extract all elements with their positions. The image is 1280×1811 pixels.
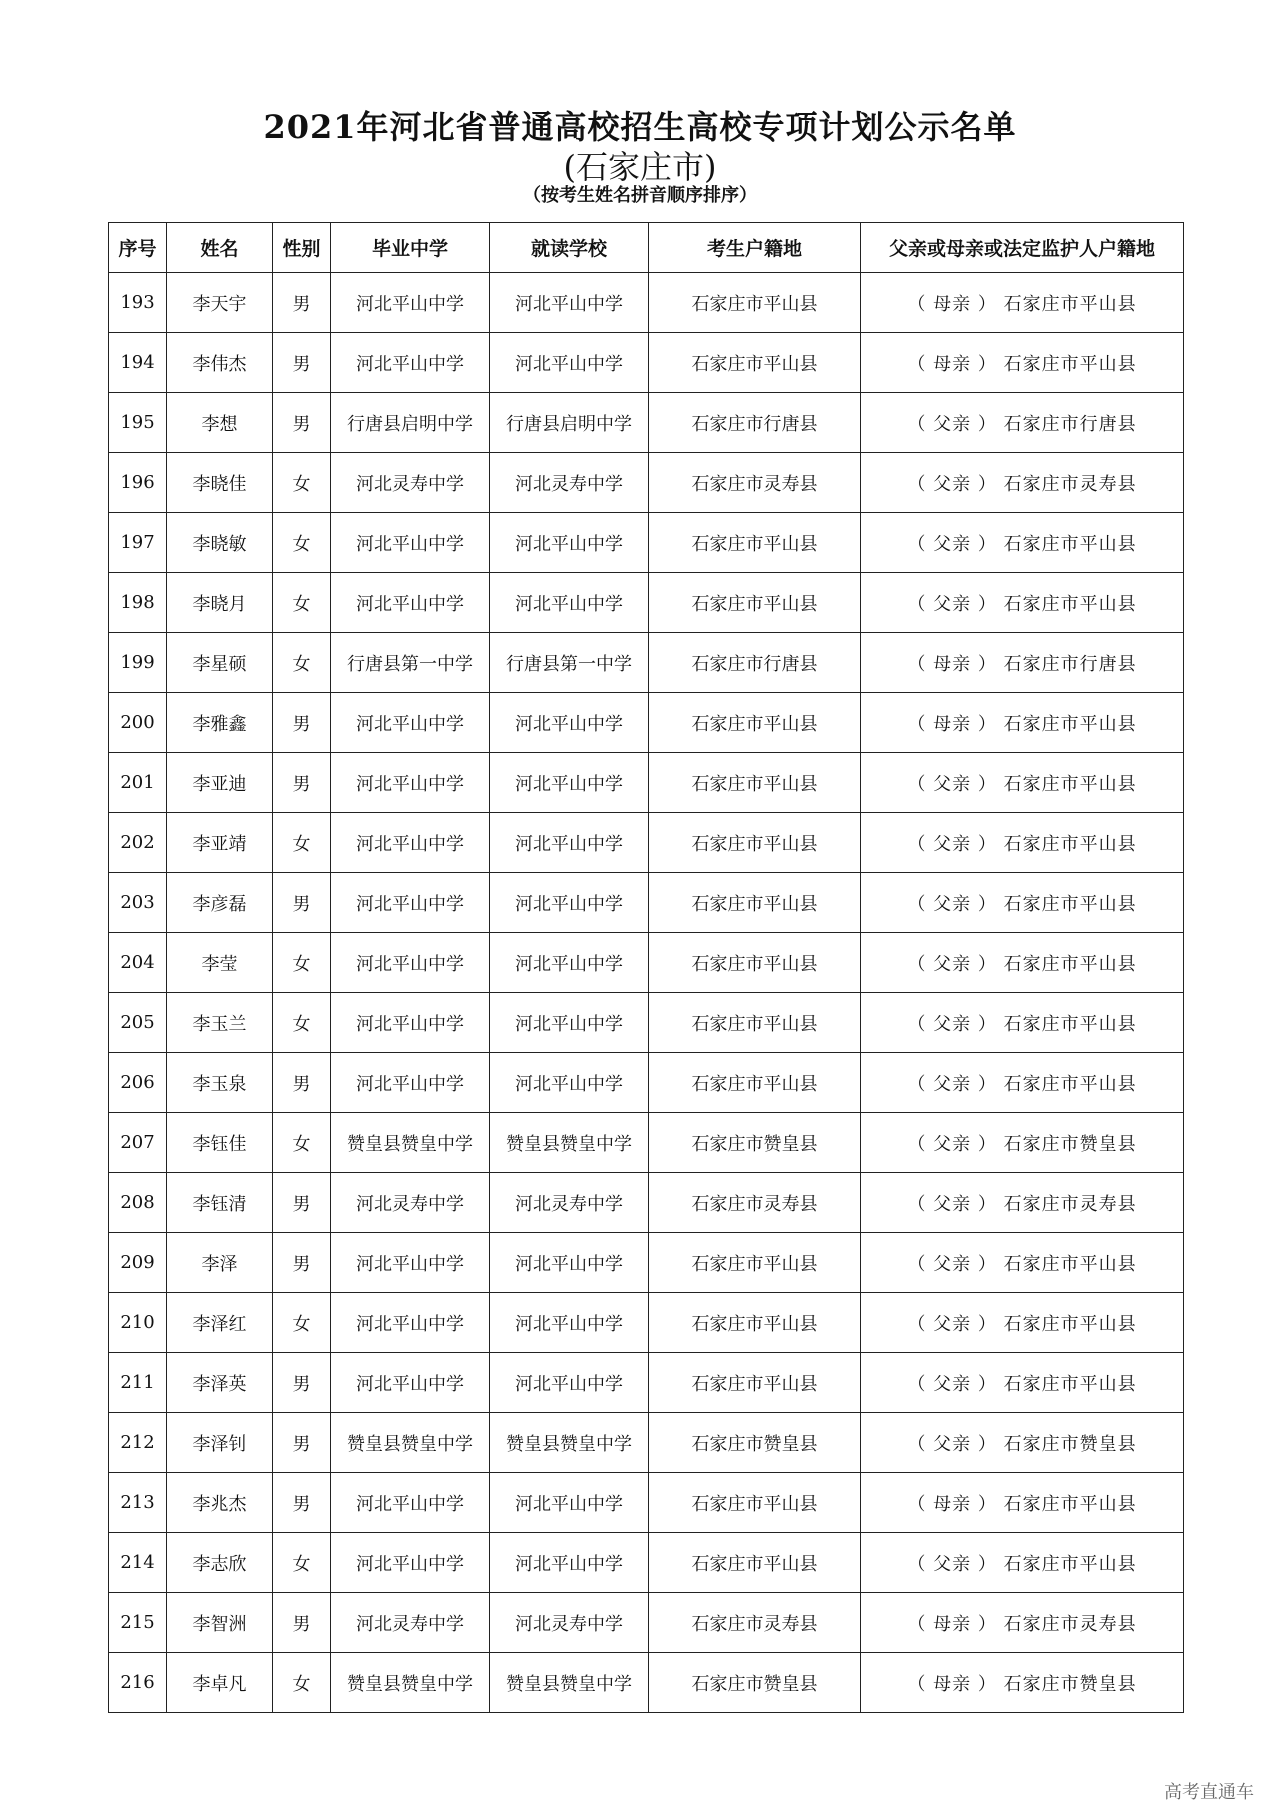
cell-current-school: 赞皇县赞皇中学 xyxy=(490,1113,649,1173)
cell-name: 李泽红 xyxy=(167,1293,273,1353)
cell-name: 李钰清 xyxy=(167,1173,273,1233)
cell-current-school: 行唐县第一中学 xyxy=(490,633,649,693)
cell-name: 李晓佳 xyxy=(167,453,273,513)
table-row xyxy=(109,573,1184,633)
cell-guardian-registration: （ 父亲 ） 石家庄市平山县 xyxy=(861,1293,1184,1353)
cell-serial: 208 xyxy=(109,1173,167,1233)
cell-guardian-registration: （ 父亲 ） 石家庄市平山县 xyxy=(861,933,1184,993)
cell-serial: 206 xyxy=(109,1053,167,1113)
cell-gender: 男 xyxy=(273,393,331,453)
table-row xyxy=(109,813,1184,873)
cell-household-registration: 石家庄市平山县 xyxy=(649,813,861,873)
cell-serial: 215 xyxy=(109,1593,167,1653)
table-row xyxy=(109,873,1184,933)
cell-name: 李天宇 xyxy=(167,273,273,333)
table-row xyxy=(109,633,1184,693)
header-current-school: 就读学校 xyxy=(490,223,649,273)
cell-guardian-registration: （ 父亲 ） 石家庄市平山县 xyxy=(861,753,1184,813)
table-row xyxy=(109,933,1184,993)
cell-household-registration: 石家庄市平山县 xyxy=(649,993,861,1053)
cell-guardian-registration: （ 父亲 ） 石家庄市平山县 xyxy=(861,1233,1184,1293)
cell-current-school: 河北灵寿中学 xyxy=(490,1173,649,1233)
cell-graduation-school: 河北灵寿中学 xyxy=(331,1593,490,1653)
cell-serial: 202 xyxy=(109,813,167,873)
cell-name: 李想 xyxy=(167,393,273,453)
cell-current-school: 河北平山中学 xyxy=(490,1533,649,1593)
cell-guardian-registration: （ 父亲 ） 石家庄市平山县 xyxy=(861,1353,1184,1413)
cell-household-registration: 石家庄市平山县 xyxy=(649,873,861,933)
table-row xyxy=(109,333,1184,393)
header-gender: 性别 xyxy=(273,223,331,273)
cell-serial: 201 xyxy=(109,753,167,813)
cell-serial: 205 xyxy=(109,993,167,1053)
cell-gender: 男 xyxy=(273,753,331,813)
cell-gender: 女 xyxy=(273,1533,331,1593)
cell-graduation-school: 河北平山中学 xyxy=(331,753,490,813)
cell-serial: 200 xyxy=(109,693,167,753)
cell-current-school: 河北平山中学 xyxy=(490,933,649,993)
cell-name: 李彦磊 xyxy=(167,873,273,933)
cell-name: 李智洲 xyxy=(167,1593,273,1653)
cell-name: 李伟杰 xyxy=(167,333,273,393)
table-header-row xyxy=(109,223,1184,273)
cell-current-school: 河北灵寿中学 xyxy=(490,453,649,513)
cell-serial: 213 xyxy=(109,1473,167,1533)
cell-gender: 女 xyxy=(273,1293,331,1353)
header-name: 姓名 xyxy=(167,223,273,273)
cell-gender: 男 xyxy=(273,1053,331,1113)
cell-serial: 212 xyxy=(109,1413,167,1473)
cell-household-registration: 石家庄市平山县 xyxy=(649,273,861,333)
cell-graduation-school: 河北平山中学 xyxy=(331,273,490,333)
cell-graduation-school: 河北平山中学 xyxy=(331,1533,490,1593)
cell-current-school: 行唐县启明中学 xyxy=(490,393,649,453)
table-row xyxy=(109,1473,1184,1533)
cell-serial: 196 xyxy=(109,453,167,513)
cell-name: 李泽英 xyxy=(167,1353,273,1413)
table-row xyxy=(109,753,1184,813)
cell-guardian-registration: （ 父亲 ） 石家庄市平山县 xyxy=(861,1053,1184,1113)
cell-guardian-registration: （ 母亲 ） 石家庄市平山县 xyxy=(861,273,1184,333)
cell-name: 李泽钊 xyxy=(167,1413,273,1473)
cell-current-school: 河北平山中学 xyxy=(490,573,649,633)
document-title: 2021年河北省普通高校招生高校专项计划公示名单 xyxy=(263,108,1017,146)
cell-gender: 女 xyxy=(273,453,331,513)
cell-household-registration: 石家庄市平山县 xyxy=(649,933,861,993)
cell-graduation-school: 河北平山中学 xyxy=(331,1293,490,1353)
cell-graduation-school: 河北平山中学 xyxy=(331,573,490,633)
cell-name: 李莹 xyxy=(167,933,273,993)
cell-guardian-registration: （ 父亲 ） 石家庄市平山县 xyxy=(861,513,1184,573)
cell-name: 李晓敏 xyxy=(167,513,273,573)
cell-guardian-registration: （ 父亲 ） 石家庄市赞皇县 xyxy=(861,1113,1184,1173)
cell-guardian-registration: （ 父亲 ） 石家庄市平山县 xyxy=(861,813,1184,873)
cell-serial: 198 xyxy=(109,573,167,633)
cell-name: 李钰佳 xyxy=(167,1113,273,1173)
cell-serial: 195 xyxy=(109,393,167,453)
table-row xyxy=(109,273,1184,333)
cell-serial: 211 xyxy=(109,1353,167,1413)
document-subtitle: (石家庄市) xyxy=(563,148,717,186)
cell-household-registration: 石家庄市平山县 xyxy=(649,1473,861,1533)
cell-graduation-school: 行唐县第一中学 xyxy=(331,633,490,693)
table-row xyxy=(109,1053,1184,1113)
cell-current-school: 河北平山中学 xyxy=(490,513,649,573)
cell-gender: 男 xyxy=(273,873,331,933)
header-guardian-registration: 父亲或母亲或法定监护人户籍地 xyxy=(861,223,1184,273)
cell-gender: 女 xyxy=(273,1653,331,1713)
cell-guardian-registration: （ 父亲 ） 石家庄市灵寿县 xyxy=(861,453,1184,513)
cell-current-school: 河北平山中学 xyxy=(490,1353,649,1413)
header-household-registration: 考生户籍地 xyxy=(649,223,861,273)
roster-body xyxy=(109,273,1184,1713)
cell-name: 李亚靖 xyxy=(167,813,273,873)
cell-graduation-school: 行唐县启明中学 xyxy=(331,393,490,453)
cell-serial: 203 xyxy=(109,873,167,933)
cell-guardian-registration: （ 母亲 ） 石家庄市平山县 xyxy=(861,333,1184,393)
cell-household-registration: 石家庄市赞皇县 xyxy=(649,1113,861,1173)
cell-name: 李亚迪 xyxy=(167,753,273,813)
cell-serial: 207 xyxy=(109,1113,167,1173)
cell-graduation-school: 河北平山中学 xyxy=(331,513,490,573)
table-row xyxy=(109,1533,1184,1593)
table-row xyxy=(109,393,1184,453)
table-row xyxy=(109,1653,1184,1713)
cell-current-school: 河北平山中学 xyxy=(490,813,649,873)
cell-household-registration: 石家庄市平山县 xyxy=(649,573,861,633)
cell-household-registration: 石家庄市平山县 xyxy=(649,1293,861,1353)
watermark: 高考直通车 xyxy=(1164,1782,1254,1803)
cell-gender: 男 xyxy=(273,1413,331,1473)
cell-serial: 194 xyxy=(109,333,167,393)
cell-gender: 男 xyxy=(273,1173,331,1233)
cell-guardian-registration: （ 父亲 ） 石家庄市平山县 xyxy=(861,873,1184,933)
cell-current-school: 赞皇县赞皇中学 xyxy=(490,1653,649,1713)
cell-current-school: 河北平山中学 xyxy=(490,333,649,393)
cell-graduation-school: 赞皇县赞皇中学 xyxy=(331,1653,490,1713)
cell-gender: 女 xyxy=(273,993,331,1053)
cell-household-registration: 石家庄市平山县 xyxy=(649,333,861,393)
cell-name: 李泽 xyxy=(167,1233,273,1293)
cell-household-registration: 石家庄市灵寿县 xyxy=(649,453,861,513)
cell-gender: 男 xyxy=(273,693,331,753)
cell-name: 李兆杰 xyxy=(167,1473,273,1533)
cell-gender: 女 xyxy=(273,933,331,993)
cell-guardian-registration: （ 母亲 ） 石家庄市平山县 xyxy=(861,693,1184,753)
cell-household-registration: 石家庄市平山县 xyxy=(649,753,861,813)
table-row xyxy=(109,453,1184,513)
cell-household-registration: 石家庄市平山县 xyxy=(649,1233,861,1293)
cell-current-school: 河北平山中学 xyxy=(490,693,649,753)
cell-guardian-registration: （ 父亲 ） 石家庄市平山县 xyxy=(861,1533,1184,1593)
cell-graduation-school: 河北平山中学 xyxy=(331,813,490,873)
table-row xyxy=(109,693,1184,753)
table-row xyxy=(109,513,1184,573)
cell-name: 李志欣 xyxy=(167,1533,273,1593)
cell-serial: 210 xyxy=(109,1293,167,1353)
table-row xyxy=(109,1113,1184,1173)
sort-note: （按考生姓名拼音顺序排序） xyxy=(523,185,757,206)
table-row xyxy=(109,1173,1184,1233)
cell-household-registration: 石家庄市赞皇县 xyxy=(649,1653,861,1713)
cell-current-school: 河北平山中学 xyxy=(490,993,649,1053)
cell-household-registration: 石家庄市平山县 xyxy=(649,693,861,753)
table-row xyxy=(109,1293,1184,1353)
cell-graduation-school: 河北平山中学 xyxy=(331,1473,490,1533)
cell-name: 李玉兰 xyxy=(167,993,273,1053)
cell-gender: 女 xyxy=(273,513,331,573)
header-serial: 序号 xyxy=(109,223,167,273)
cell-guardian-registration: （ 母亲 ） 石家庄市平山县 xyxy=(861,1473,1184,1533)
table-row xyxy=(109,1233,1184,1293)
cell-serial: 199 xyxy=(109,633,167,693)
cell-household-registration: 石家庄市行唐县 xyxy=(649,393,861,453)
cell-name: 李玉泉 xyxy=(167,1053,273,1113)
cell-graduation-school: 河北平山中学 xyxy=(331,1233,490,1293)
cell-serial: 209 xyxy=(109,1233,167,1293)
cell-current-school: 河北平山中学 xyxy=(490,1233,649,1293)
table-row xyxy=(109,993,1184,1053)
cell-current-school: 河北平山中学 xyxy=(490,753,649,813)
header-graduation-school: 毕业中学 xyxy=(331,223,490,273)
cell-household-registration: 石家庄市平山县 xyxy=(649,1533,861,1593)
cell-current-school: 河北平山中学 xyxy=(490,273,649,333)
cell-name: 李卓凡 xyxy=(167,1653,273,1713)
cell-gender: 男 xyxy=(273,1473,331,1533)
cell-gender: 女 xyxy=(273,813,331,873)
cell-current-school: 河北平山中学 xyxy=(490,1293,649,1353)
table-row xyxy=(109,1353,1184,1413)
cell-household-registration: 石家庄市赞皇县 xyxy=(649,1413,861,1473)
cell-guardian-registration: （ 父亲 ） 石家庄市行唐县 xyxy=(861,393,1184,453)
cell-graduation-school: 河北灵寿中学 xyxy=(331,453,490,513)
cell-graduation-school: 河北平山中学 xyxy=(331,1053,490,1113)
cell-gender: 女 xyxy=(273,573,331,633)
cell-current-school: 河北平山中学 xyxy=(490,873,649,933)
cell-household-registration: 石家庄市灵寿县 xyxy=(649,1593,861,1653)
cell-household-registration: 石家庄市灵寿县 xyxy=(649,1173,861,1233)
cell-graduation-school: 赞皇县赞皇中学 xyxy=(331,1413,490,1473)
cell-serial: 214 xyxy=(109,1533,167,1593)
cell-graduation-school: 河北平山中学 xyxy=(331,873,490,933)
cell-graduation-school: 河北平山中学 xyxy=(331,933,490,993)
cell-graduation-school: 赞皇县赞皇中学 xyxy=(331,1113,490,1173)
cell-guardian-registration: （ 父亲 ） 石家庄市赞皇县 xyxy=(861,1413,1184,1473)
cell-guardian-registration: （ 母亲 ） 石家庄市行唐县 xyxy=(861,633,1184,693)
cell-household-registration: 石家庄市行唐县 xyxy=(649,633,861,693)
cell-serial: 216 xyxy=(109,1653,167,1713)
cell-guardian-registration: （ 父亲 ） 石家庄市平山县 xyxy=(861,993,1184,1053)
cell-gender: 男 xyxy=(273,333,331,393)
cell-current-school: 河北灵寿中学 xyxy=(490,1593,649,1653)
cell-household-registration: 石家庄市平山县 xyxy=(649,1353,861,1413)
cell-name: 李晓月 xyxy=(167,573,273,633)
cell-serial: 193 xyxy=(109,273,167,333)
cell-serial: 204 xyxy=(109,933,167,993)
cell-current-school: 赞皇县赞皇中学 xyxy=(490,1413,649,1473)
cell-guardian-registration: （ 父亲 ） 石家庄市平山县 xyxy=(861,573,1184,633)
table-row xyxy=(109,1593,1184,1653)
cell-current-school: 河北平山中学 xyxy=(490,1053,649,1113)
cell-gender: 男 xyxy=(273,1233,331,1293)
cell-gender: 男 xyxy=(273,1353,331,1413)
cell-name: 李星硕 xyxy=(167,633,273,693)
roster-table xyxy=(108,222,1184,1713)
cell-guardian-registration: （ 母亲 ） 石家庄市灵寿县 xyxy=(861,1593,1184,1653)
table-row xyxy=(109,1413,1184,1473)
cell-graduation-school: 河北平山中学 xyxy=(331,993,490,1053)
cell-gender: 女 xyxy=(273,633,331,693)
cell-name: 李雅鑫 xyxy=(167,693,273,753)
cell-gender: 男 xyxy=(273,1593,331,1653)
cell-guardian-registration: （ 父亲 ） 石家庄市灵寿县 xyxy=(861,1173,1184,1233)
cell-serial: 197 xyxy=(109,513,167,573)
cell-current-school: 河北平山中学 xyxy=(490,1473,649,1533)
cell-graduation-school: 河北平山中学 xyxy=(331,1353,490,1413)
cell-household-registration: 石家庄市平山县 xyxy=(649,513,861,573)
cell-graduation-school: 河北平山中学 xyxy=(331,333,490,393)
cell-gender: 女 xyxy=(273,1113,331,1173)
cell-household-registration: 石家庄市平山县 xyxy=(649,1053,861,1113)
cell-gender: 男 xyxy=(273,273,331,333)
cell-graduation-school: 河北平山中学 xyxy=(331,693,490,753)
cell-guardian-registration: （ 母亲 ） 石家庄市赞皇县 xyxy=(861,1653,1184,1713)
cell-graduation-school: 河北灵寿中学 xyxy=(331,1173,490,1233)
